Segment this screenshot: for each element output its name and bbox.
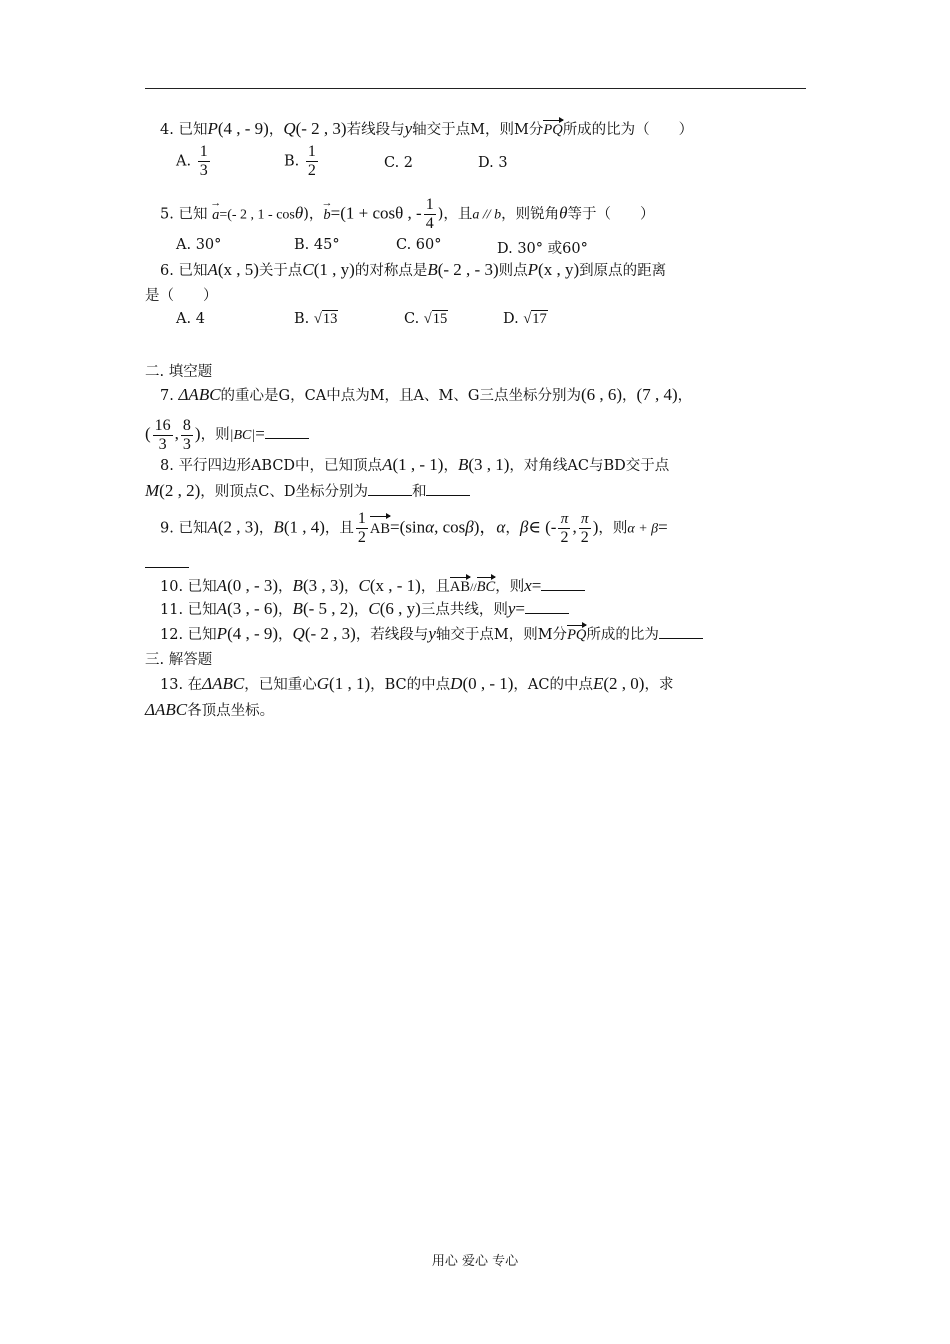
q5-fraction — [424, 196, 436, 233]
q4-fraction-b — [306, 143, 318, 180]
q4-opt-b-label: B. — [284, 153, 300, 170]
q4-vector-pq: PQ — [543, 118, 562, 142]
q9-fraction-half — [356, 510, 368, 547]
q11-sep: ， — [278, 602, 293, 618]
q7-prefix: 7. — [160, 388, 174, 404]
q6-opt-d-label: D. — [503, 311, 519, 327]
q10-point-c: C — [358, 576, 370, 595]
question-11 — [160, 597, 569, 622]
q10-parallel: // — [470, 580, 477, 594]
q4-fraction-a — [198, 143, 210, 180]
q9-b-coords: (1 , 4) — [283, 517, 325, 537]
q9-point-a: A — [207, 517, 218, 537]
q6-continuation: 是（ ） — [145, 288, 218, 304]
q13-triangle: ΔABC — [202, 674, 245, 693]
q6-option-b — [294, 311, 338, 328]
q9-beta: β — [465, 517, 474, 537]
q8-answer-blank-d[interactable] — [426, 481, 470, 496]
q7-sep2: ， — [677, 388, 693, 404]
q10-sep: ， — [278, 579, 293, 595]
q5-parallel: a // b — [472, 207, 502, 223]
q4-option-d: D. 3 — [478, 155, 508, 171]
q9-prefix: 9. 已知 — [160, 520, 208, 537]
question-8-line2 — [145, 479, 470, 504]
q9-alpha2: α — [496, 517, 506, 537]
q4-tail: 所成的比为（ ） — [562, 122, 694, 138]
q5-b-value2: θ , - — [395, 203, 422, 223]
q7-eq: = — [255, 424, 265, 443]
q6-prefix: 6. 已知 — [160, 263, 208, 279]
frac-den: 3 — [199, 162, 208, 179]
q10-a-coords: (0 , - 3) — [227, 576, 279, 595]
q10-b-coords: (3 , 3) — [302, 576, 345, 595]
q6-c-coords: (1 , y) — [313, 260, 355, 279]
section-fill-in: 二. 填空题 — [145, 364, 213, 380]
q7-comma: , — [174, 424, 179, 443]
q7-close: ) — [194, 424, 201, 443]
q9-beta2: β — [519, 517, 529, 537]
q6-p-coords: (x , y) — [538, 260, 580, 279]
q12-q-coords: (- 2 , 3) — [304, 624, 356, 643]
q5-vector-b: → b — [323, 203, 330, 227]
q6-text3: 则点 — [498, 263, 528, 279]
q11-y: y — [507, 599, 516, 618]
frac-num: π — [558, 510, 570, 529]
q6-option-c — [404, 311, 448, 328]
q8-point-a: A — [382, 455, 393, 474]
q5-a-value: =(- 2 , 1 - cos — [219, 207, 295, 223]
q12-p-coords: (4 , - 9) — [227, 624, 279, 643]
q5-vector-a: → a — [212, 203, 219, 227]
q5-option-b: B. 45° — [294, 237, 340, 253]
sqrt-15: √15 — [423, 311, 448, 327]
q6-text2: 的对称点是 — [354, 263, 428, 279]
q13-triangle2: ΔABC — [145, 700, 188, 719]
sqrt-13: √13 — [313, 311, 338, 327]
q12-point-p: P — [216, 624, 228, 643]
q9-sep: ， — [258, 520, 274, 537]
q10-x: x — [524, 576, 532, 595]
q4-point-q: Q — [283, 119, 296, 138]
q4-q-coords: (- 2 , 3) — [295, 119, 347, 138]
q8-and: 和 — [411, 484, 427, 500]
header-rule — [145, 88, 806, 89]
q12-answer-blank[interactable] — [659, 624, 703, 639]
frac-num: 1 — [425, 196, 434, 213]
q11-answer-blank[interactable] — [525, 599, 569, 614]
q7-text: 的重心是G，CA中点为M，且A、M、G三点坐标分别为 — [220, 388, 581, 404]
q7-coord-a: (6 , 6) — [580, 385, 623, 404]
q11-point-a: A — [216, 599, 228, 618]
q9-eq: =(sin — [390, 517, 426, 537]
q6-a-coords: (x , 5) — [217, 260, 259, 279]
q12-vector-pq: PQ — [567, 623, 586, 647]
q12-point-q: Q — [292, 624, 305, 643]
frac-den: 2 — [307, 162, 316, 179]
q13-e-coords: (2 , 0) — [603, 674, 645, 693]
frac-num: 1 — [199, 143, 208, 160]
q9-fraction-pi1 — [558, 510, 570, 547]
q5-sep: ， — [308, 206, 324, 223]
q11-b-coords: (- 5 , 2) — [302, 599, 354, 618]
q6-b-coords: (- 2 , - 3) — [437, 260, 499, 279]
q5-option-a: A. 30° — [176, 237, 222, 253]
q13-prefix: 13. 在 — [160, 677, 203, 693]
q12-y: y — [428, 624, 436, 643]
frac-num: 8 — [182, 416, 191, 434]
q9-comma3: , — [572, 517, 577, 537]
q8-text2: ，则顶点C、D坐标分别为 — [200, 484, 368, 500]
q5-text: ，且 — [443, 206, 473, 223]
q5-tail: 等于（ ） — [567, 206, 655, 223]
q9-vector-ab: AB — [370, 514, 390, 544]
q9-text2: ，则 — [598, 520, 628, 537]
q7-triangle: ΔABC — [178, 385, 221, 404]
q5-option-d: D. 30° 或60° — [497, 241, 588, 257]
q9-alpha: α — [425, 517, 435, 537]
q7-coord-m: (7 , 4) — [636, 385, 678, 404]
q13-point-e: E — [593, 674, 604, 693]
question-13-line2 — [145, 698, 274, 723]
q13-d-coords: (0 , - 1) — [462, 674, 514, 693]
q10-eq: = — [531, 576, 542, 595]
q9-eq2: = — [658, 517, 668, 537]
q7-text2: ，则 — [200, 427, 230, 443]
q5-text2: ，则锐角 — [501, 206, 560, 223]
q8-sep: ， — [443, 458, 458, 474]
question-12 — [160, 622, 703, 647]
question-6 — [160, 258, 666, 283]
q11-point-b: B — [292, 599, 303, 618]
q10-prefix: 10. 已知 — [160, 579, 217, 595]
q7-abs-bc: |BC| — [229, 428, 256, 443]
frac-den: 3 — [158, 435, 167, 453]
q8-prefix: 8. 平行四边形ABCD中，已知顶点 — [160, 458, 383, 474]
q12-prefix: 12. 已知 — [160, 627, 217, 643]
q5-prefix: 5. 已知 — [160, 206, 208, 223]
q4-option-c: C. 2 — [384, 155, 414, 171]
q9-cos: , cos — [434, 517, 466, 537]
q10-text2: ，则 — [495, 579, 525, 595]
q11-c-coords: (6 , y) — [379, 599, 421, 618]
q4-p-coords: (4 , - 9) — [217, 119, 269, 138]
q10-answer-blank[interactable] — [541, 576, 585, 591]
q10-point-a: A — [216, 576, 228, 595]
question-5 — [160, 196, 655, 233]
q12-text2: 轴交于点M，则M分 — [435, 627, 568, 643]
radicand: 15 — [432, 311, 448, 327]
q6-point-a: A — [207, 260, 218, 279]
q11-point-c: C — [368, 599, 380, 618]
q9-answer-line — [145, 552, 189, 576]
q7-open: ( — [145, 424, 151, 443]
q13-text3: ，AC的中点 — [513, 677, 593, 693]
question-4 — [160, 117, 693, 142]
q4-point-p: P — [207, 119, 218, 138]
q9-sum: α + β — [627, 521, 659, 537]
q4-text2: 轴交于点M，则M分 — [412, 122, 544, 138]
q13-text: ，已知重心 — [244, 677, 317, 693]
q4-y: y — [404, 119, 413, 138]
q9-fraction-pi2 — [579, 510, 591, 547]
q8-b-coords: (3 , 1) — [468, 455, 510, 474]
page-footer: 用心 爱心 专心 — [431, 1254, 519, 1269]
q5-theta2: θ — [559, 203, 568, 223]
q8-m-coords: (2 , 2) — [159, 481, 201, 500]
q8-point-b: B — [457, 455, 469, 474]
q5-option-c: C. 60° — [396, 237, 442, 253]
q11-sep2: ， — [353, 602, 369, 618]
q10-vector-bc: BC — [477, 575, 496, 599]
q5-theta: θ — [294, 203, 304, 223]
section-solve: 三. 解答题 — [145, 652, 213, 668]
q8-answer-blank-c[interactable] — [368, 481, 412, 496]
radicand: 17 — [532, 311, 547, 327]
q4-sep: ， — [268, 122, 284, 138]
q13-text2: ，BC的中点 — [370, 677, 451, 693]
frac-den: 3 — [182, 435, 191, 453]
q4-opt-a-label: A. — [176, 153, 192, 170]
q11-eq: = — [515, 599, 525, 618]
q8-a-coords: (1 , - 1) — [392, 455, 444, 474]
q9-close: )， — [473, 517, 497, 537]
q6-tail: 到原点的距离 — [579, 263, 667, 279]
frac-num: π — [579, 510, 591, 529]
frac-den: 2 — [580, 529, 589, 546]
frac-den: 4 — [425, 215, 434, 232]
question-13 — [160, 672, 673, 697]
q11-prefix: 11. 已知 — [160, 602, 217, 618]
q10-text: ，且 — [420, 579, 450, 595]
q6-point-b: B — [427, 260, 438, 279]
q9-text: ，且 — [324, 520, 354, 537]
sqrt-17: √17 — [523, 311, 547, 327]
q6-option-a: A. 4 — [176, 311, 205, 327]
q12-tail: 所成的比为 — [586, 627, 659, 643]
q6-opt-c-label: C. — [404, 311, 420, 327]
q5-close: ) — [303, 206, 309, 223]
q7-fraction-y — [181, 417, 193, 454]
frac-den: 2 — [560, 529, 569, 546]
q13-point-d: D — [450, 674, 463, 693]
radicand: 13 — [322, 311, 338, 327]
q9-in: ∈ (- — [528, 517, 557, 537]
q5-b-value: =(1 + cos — [330, 203, 396, 223]
q12-text: ，若线段与 — [355, 627, 429, 643]
q9-point-b: B — [273, 517, 284, 537]
q13-tail: 各顶点坐标。 — [187, 703, 275, 719]
q6-point-c: C — [302, 260, 314, 279]
q9-close2: ) — [592, 517, 599, 537]
q9-answer-blank[interactable] — [145, 553, 189, 568]
frac-num: 16 — [154, 416, 171, 434]
q10-point-b: B — [292, 576, 303, 595]
q7-sep: ， — [622, 388, 637, 404]
q10-sep2: ， — [344, 579, 359, 595]
q4-option-a — [176, 143, 212, 180]
q13-point-g: G — [316, 674, 330, 693]
q10-c-coords: (x , - 1) — [369, 576, 421, 595]
frac-den: 2 — [357, 529, 366, 546]
q6-option-d — [503, 311, 548, 328]
q4-text: 若线段与 — [346, 122, 405, 138]
q8-text: ，对角线AC与BD交于点 — [509, 458, 670, 474]
q11-text: 三点共线，则 — [420, 602, 508, 618]
question-9 — [160, 510, 668, 547]
question-8 — [160, 453, 669, 478]
q12-sep: ， — [278, 627, 293, 643]
frac-num: 1 — [307, 143, 316, 160]
q6-opt-b-label: B. — [294, 311, 310, 327]
q8-point-m: M — [145, 481, 160, 500]
q6-point-p: P — [527, 260, 539, 279]
question-7-line2 — [145, 414, 309, 456]
q7-fraction-x — [153, 417, 173, 454]
q10-vector-ab: AB — [450, 575, 470, 599]
q6-text: 关于点 — [258, 263, 303, 279]
q9-comma2: ， — [505, 520, 520, 537]
q4-prefix: 4. 已知 — [160, 122, 208, 138]
q7-answer-blank[interactable] — [265, 424, 309, 439]
question-10 — [160, 574, 585, 599]
q4-option-b — [284, 143, 320, 180]
q13-g-coords: (1 , 1) — [329, 674, 371, 693]
question-7 — [160, 383, 692, 408]
q13-text4: ，求 — [644, 677, 674, 693]
q9-a-coords: (2 , 3) — [217, 517, 259, 537]
q11-a-coords: (3 , - 6) — [227, 599, 279, 618]
q5-bclose: ) — [437, 206, 444, 223]
frac-num: 1 — [357, 510, 366, 527]
